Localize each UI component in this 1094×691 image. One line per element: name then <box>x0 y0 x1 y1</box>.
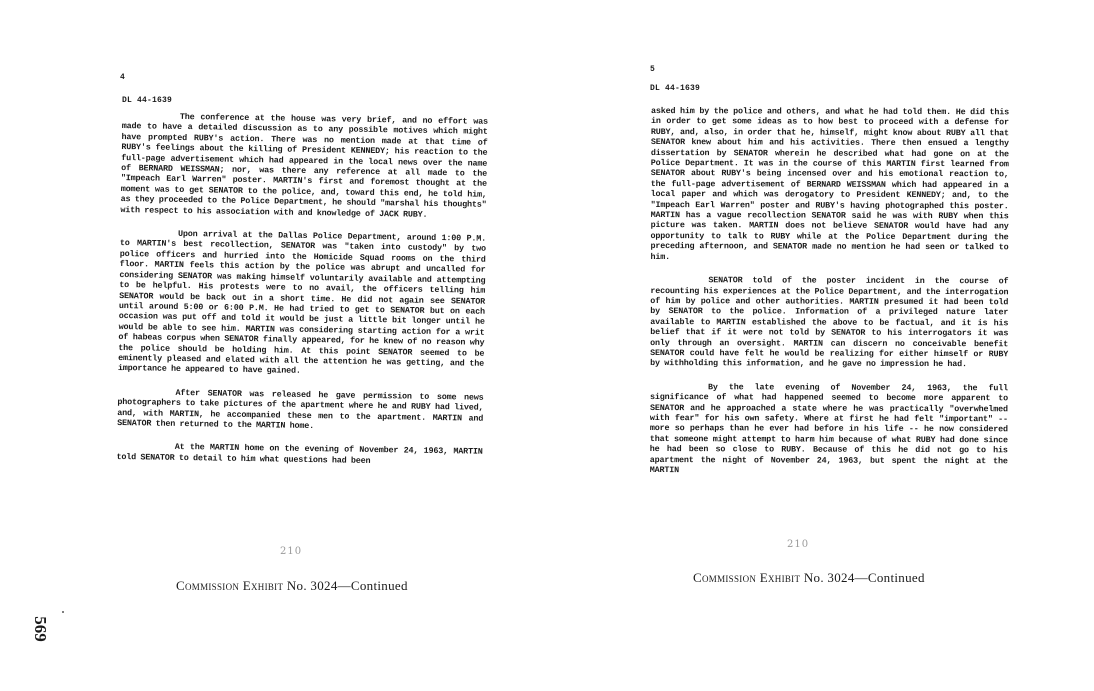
paragraph: asked him by the police and others, and what he had told them. He did this in order to get some ideas as to how best to proceed with a defense for RUBY, and, also, in order that he, himself, might know about RUBY all that SENATOR knew about him and his activities. There then ensued a lengthy dissertation by SENATOR wherein he described what had gone on at the Police Department. It was in the course of this MARTIN first learned from SENATOR about RUBY's being incensed over and his emotional reaction to, the full-page advertisement of BERNARD WEISSMAN which had appeared in a local paper and which was derogatory to President KENNEDY; and, to the "Impeach Earl Warren" poster and RUBY's having photographed this poster. MARTIN has a vague recollection SENATOR said he was with RUBY when this picture was taken. MARTIN does not believe SENATOR would have had any opportunity to talk to RUBY while at the Police Department during the preceding afternoon, and SENATOR made no mention he had seen or talked to him. <box>650 106 1009 262</box>
page-number: 5 <box>650 65 655 74</box>
scan-speck <box>62 611 64 613</box>
paragraph: By the late evening of November 24, 1963, the full significance of what had happened seemed to become more apparent to SENATOR and he approached a state where he was practically "overwhelmed with fear" for his own safety. Where at first he had felt "important" -- more so perhaps than he ever had before in his life -- he now considered that someone might attempt to harm him because of what RUBY had done since he had been so close to RUBY. Because of this he did not go to his apartment the night of November 24, 1963, but spent the night at the MARTIN <box>649 381 1009 476</box>
paragraph: After SENATOR was released he gave permission to some news photographers to take pictures of the apartment where he and RUBY had lived, and, with MARTIN, he accompanied these men to the apartment. MARTIN and SENATOR then returned to the MARTIN home. <box>117 387 484 432</box>
page-stamp: 210 <box>280 546 303 557</box>
exhibit-caption <box>693 570 925 586</box>
body-text <box>650 106 1009 490</box>
paragraph: Upon arrival at the Dallas Police Department, around 1:00 P.M. to MARTIN's best recollection, SENATOR was "taken into custody" by two police officers and hurried into the Homicide Squad rooms on the third floor. MARTIN feels this action by the police was abrupt and uncalled for considering SENATOR was making himself voluntarily available and attempting to be helpful. His protests were to no avail, the officers telling him SENATOR would be back out in a short time. He did not again see SENATOR until around 5:00 or 6:00 P.M. He had tried to get to SENATOR but on each occasion was put off and told it would be just a little bit longer until he would be able to see him. MARTIN was considering starting action for a writ of habeas corpus when SENATOR finally appeared, for he knew of no reason why the police should be holding him. At this point SENATOR seemed to be eminently pleased and elated with all the attention he was getting, and the importance he appeared to have gained. <box>117 228 487 377</box>
exhibit-suffix: No. 3024—Continued <box>286 578 408 593</box>
page-stamp: 210 <box>787 539 810 550</box>
volume-page-number: 569 <box>31 616 50 642</box>
paragraph: The conference at the house was very brief, and no effort was made to have a detailed discussion as to any possible motives which might have prompted RUBY's action. There was no mention made at that time of RUBY's feelings about the killing of President KENNEDY; his reaction to the full-page advertisement which had appeared in the local news over the name of BERNARD WEISSMAN; nor, was there any reference at all made to the "Impeach Earl Warren" poster. MARTIN's first and foremost thought at the moment was to get SENATOR to the police, and, toward this end, he told him, as they proceeded to the Police Department, he should "marshal his thoughts" with respect to his association with and knowledge of JACK RUBY. <box>120 111 488 220</box>
paragraph: SENATOR told of the poster incident in the course of recounting his experiences at the Police Department, and the interrogation of him by police and other authorities. MARTIN presumed it had been told by SENATOR to the police. Information of a privileged nature later available to MARTIN established the above to be factual, and it is his belief that if it were not told by SENATOR to his interrogators it was only through an oversight. MARTIN can discern no conceivable benefit SENATOR could have felt he would be realizing for either himself or RUBY by withholding this information, and he gave no impression he had. <box>650 275 1009 370</box>
file-number: DL 44-1639 <box>122 96 173 105</box>
exhibit-prefix: Commission Exhibit <box>693 570 801 585</box>
exhibit-prefix: Commission Exhibit <box>176 578 284 593</box>
right-document-page <box>547 0 1094 691</box>
exhibit-caption <box>176 578 408 594</box>
exhibit-suffix: No. 3024—Continued <box>803 570 925 585</box>
file-number: DL 44-1639 <box>650 84 701 93</box>
paragraph: At the MARTIN home on the evening of November 24, 1963, MARTIN told SENATOR to detail to him what questions had been <box>116 442 483 466</box>
body-text <box>116 111 488 481</box>
page-number: 4 <box>120 73 125 82</box>
